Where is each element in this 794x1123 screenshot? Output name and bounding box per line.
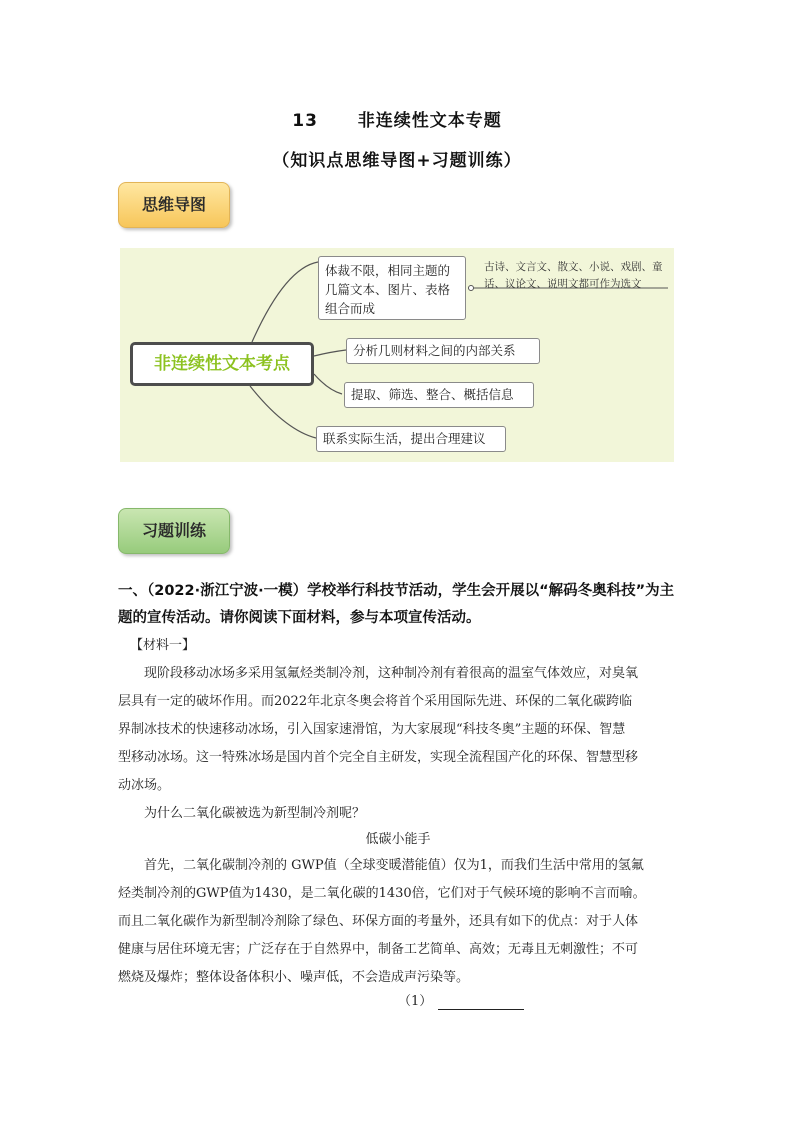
mindmap-branch-4: 联系实际生活，提出合理建议 — [316, 426, 506, 452]
mindmap-note: 古诗、文言文、散文、小说、戏剧、童 话、议论文、说明文都可作为选文 — [484, 261, 663, 290]
mindmap-branch-2: 分析几则材料之间的内部关系 — [346, 338, 540, 364]
mindmap-branch-3: 提取、筛选、整合、概括信息 — [344, 382, 534, 408]
material-subheading: 低碳小能手 — [365, 832, 431, 847]
material-heading: 【材料一】 — [130, 638, 196, 653]
material-question-line: 为什么二氧化碳被选为新型制冷剂呢？ — [144, 806, 366, 821]
section-mindmap-tag: 思维导图 — [118, 182, 230, 228]
title-main: 非连续性文本专题 — [357, 111, 502, 131]
material-paragraph-1: 现阶段移动冰场多采用氢氟烃类制冷剂，这种制冷剂有着很高的温室气体效应，对臭氧 层具有一定的破坏作用。而2022年北京冬奥会将首个采用国际先进、环保的二氧化碳跨临 界制冰技术的快速移动冰场，引入国家速滑馆，为大家展现“科技冬奥”主题的环保、智慧 型移动冰场。这一特殊冰场是国内首个完全自主研发，实现全流程国产化的环保、智慧型移 动冰场。 — [118, 666, 639, 793]
blank-line[interactable] — [438, 993, 524, 1010]
answer-blank: （1） — [398, 988, 524, 1016]
question-text: 一、（2022·浙江宁波·一模）学校举行科技节活动，学生会开展以“解码冬奥科技”为主 题的宣传活动。请你阅读下面材料，参与本项宣传活动。 — [118, 583, 675, 626]
page-subtitle: （知识点思维导图+习题训练） — [272, 151, 522, 171]
title-number: 13 — [292, 111, 318, 131]
mindmap-branch-1: 体裁不限，相同主题的 几篇文本、图片、表格 组合而成 — [318, 256, 466, 320]
mindmap-center-node: 非连续性文本考点 — [130, 342, 314, 386]
material-paragraph-2: 首先，二氧化碳制冷剂的 GWP值（全球变暖潜能值）仅为1，而我们生活中常用的氢氟 烃类制冷剂的GWP值为1430，是二氧化碳的1430倍，它们对于气候环境的影响不言而喻。 而且二氧化碳作为新型制冷剂除了绿色、环保方面的考量外，还具有如下的优点：对于人体 健康与居住环境无害；广泛存在于自然界中，制备工艺简单、高效；无毒且无刺激性；不可 燃烧及爆炸；整体设备体积小、噪声低，不会造成声污染等。 — [118, 858, 646, 985]
section-exercise-tag: 习题训练 — [118, 508, 230, 554]
